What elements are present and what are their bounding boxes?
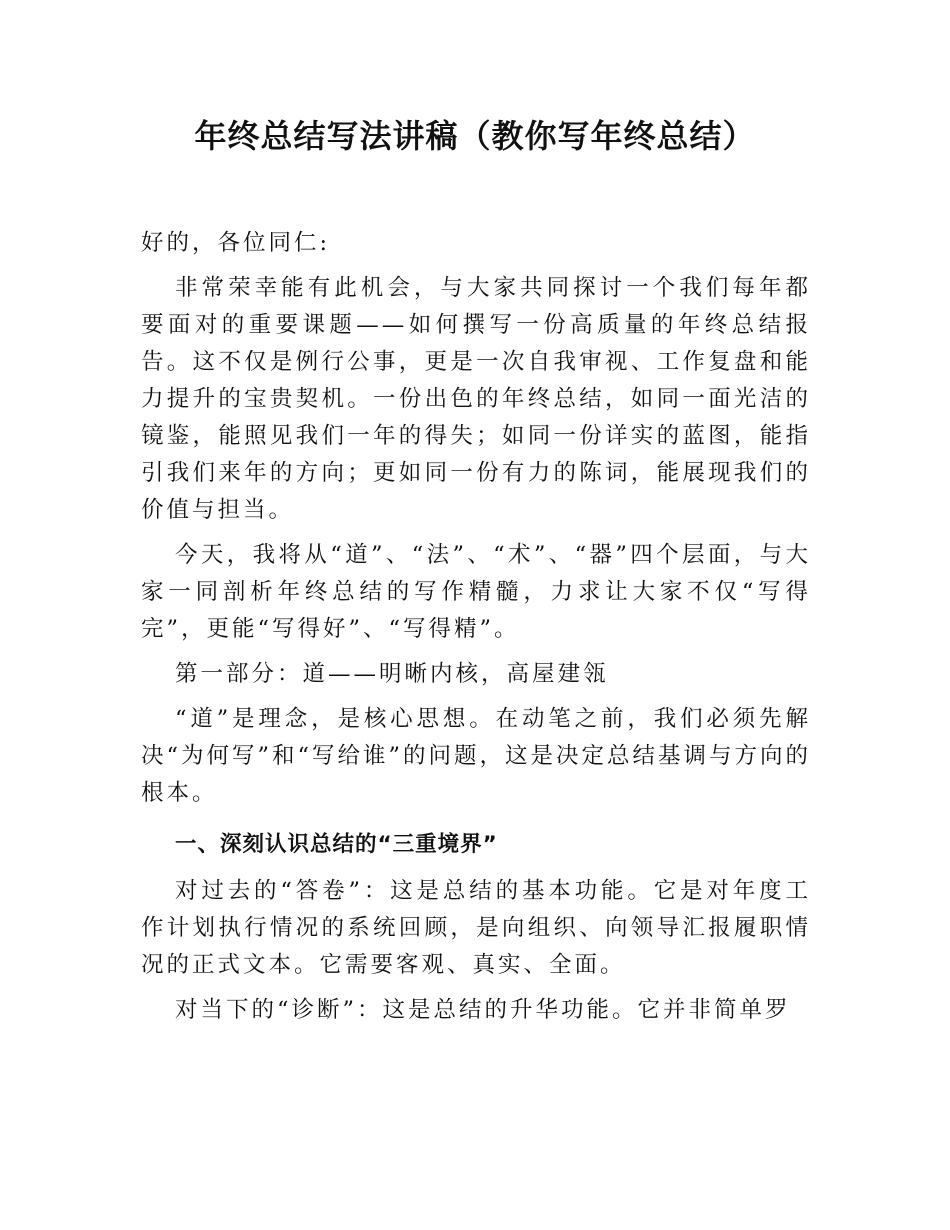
greeting: 好的，各位同仁: bbox=[141, 230, 331, 256]
paragraph-answer-sheet: 对过去的“答卷”：这是总结的基本功能。它是对年度工作计划执行情况的系统回顾，是向组织、向领导汇报履职情况的正式文本。它需要客观、真实、全面。 bbox=[141, 878, 811, 978]
paragraph-diagnosis: 对当下的“诊断”：这是总结的升华功能。它并非简单罗 bbox=[175, 997, 791, 1023]
subheading-three-realms: 一、深刻认识总结的“三重境界” bbox=[175, 832, 498, 857]
document-body bbox=[141, 225, 811, 1029]
paragraph-overview: 今天，我将从“道”、“法”、“术”、“器”四个层面，与大家一同剖析年终总结的写作精髓，力求让大家不仅“写得完”，更能“写得好”、“写得精”。 bbox=[141, 542, 811, 642]
document-title: 年终总结写法讲稿（教你写年终总结） bbox=[194, 117, 756, 155]
paragraph-intro: 非常荣幸能有此机会，与大家共同探讨一个我们每年都要面对的重要课题——如何撰写一份高质量的年终总结报告。这不仅是例行公事，更是一次自我审视、工作复盘和能力提升的宝贵契机。一份出色的年终总结，如同一面光洁的镜鉴，能照见我们一年的得失；如同一份详实的蓝图，能指引我们来年的方向；更如同一份有力的陈词，能展现我们的价值与担当。 bbox=[141, 275, 811, 523]
section-heading-part-one: 第一部分：道——明晰内核，高屋建瓴 bbox=[175, 661, 609, 687]
paragraph-dao: “道”是理念，是核心思想。在动笔之前，我们必须先解决“为何写”和“写给谁”的问题，这是决定总结基调与方向的根本。 bbox=[141, 706, 812, 806]
